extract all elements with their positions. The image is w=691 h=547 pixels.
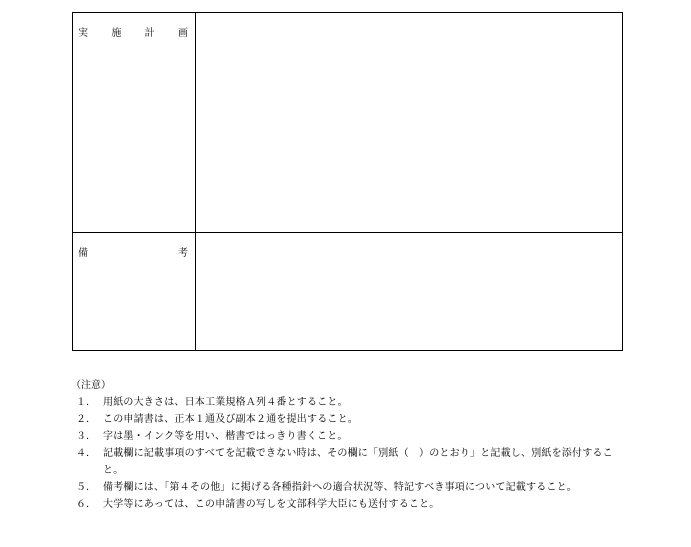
notes-section [70, 377, 613, 513]
note-item [76, 445, 613, 479]
label-char: 備 [78, 248, 88, 259]
note-item [76, 479, 613, 496]
note-number: ４． [76, 448, 96, 459]
label-char: 考 [178, 248, 188, 259]
note-number: ２． [76, 414, 96, 425]
note-number: ３． [76, 431, 96, 442]
note-text: 字は墨・インク等を用い、楷書ではっきり書くこと。 [103, 431, 348, 442]
note-item [76, 428, 613, 445]
note-text: 大学等にあっては、この申請書の写しを文部科学大臣にも送付すること。 [103, 499, 440, 510]
label-char: 計 [144, 28, 155, 39]
note-number: ５． [76, 482, 96, 493]
note-item [76, 394, 613, 411]
implementation-plan-field[interactable] [196, 13, 622, 232]
note-text: 記載欄に記載事項のすべてを記載できない時は、その欄に「別紙（ ）のとおり」と記載し、別紙を添付すること。 [103, 448, 613, 476]
note-number: ６． [76, 499, 96, 510]
note-text: 備考欄には、「第４その他」に掲げる各種指針への適合状況等、特記すべき事項について記載すること。 [103, 482, 577, 493]
label-char: 実 [78, 28, 88, 39]
label-char: 施 [111, 28, 122, 39]
label-char: 画 [177, 28, 188, 39]
note-text: 用紙の大きさは、日本工業規格Ａ列４番とすること。 [103, 397, 348, 408]
remarks-label [73, 244, 195, 259]
note-item [76, 411, 613, 428]
notes-heading: （注意） [71, 380, 111, 391]
note-number: １． [76, 397, 96, 408]
application-form-table [72, 12, 623, 351]
note-text: この申請書は、正本１通及び副本２通を提出すること。 [103, 414, 358, 425]
remarks-field[interactable] [196, 233, 622, 350]
implementation-plan-label [73, 24, 195, 39]
note-item [76, 496, 613, 513]
